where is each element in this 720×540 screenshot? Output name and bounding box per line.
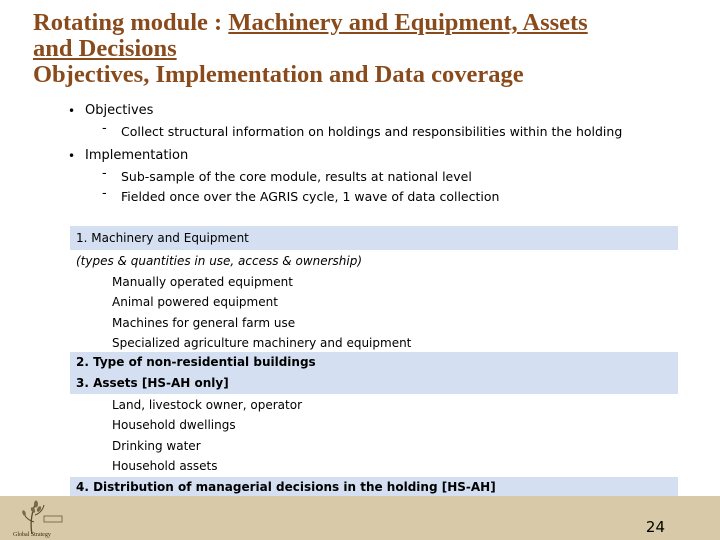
title-prefix: Rotating module : [33, 9, 229, 36]
sub-bullet-icon: - [102, 166, 107, 181]
page-number: 24 [645, 518, 665, 536]
coverage-section-decisions: 4. Distribution of managerial decisions in the holding [HS-AH] [70, 477, 678, 498]
coverage-section-buildings: 2. Type of non-residential buildings [70, 352, 678, 373]
footer-band [0, 496, 720, 540]
bullet-dot-icon: • [68, 149, 76, 163]
coverage-section-assets: 3. Assets [HS-AH only] [70, 373, 678, 394]
bullet-implementation-label: Implementation [85, 148, 189, 163]
title-subtitle: Objectives, Implementation and Data coverage [33, 61, 524, 88]
bullet-dot-icon: • [68, 104, 76, 118]
coverage-item: Drinking water [112, 438, 201, 453]
coverage-item: Animal powered equipment [112, 295, 278, 309]
bullet-objectives-label: Objectives [85, 103, 154, 118]
title-topic-line2: and Decisions [33, 35, 177, 62]
implementation-item: - Sub-sample of the core module, results at national level [102, 166, 472, 184]
coverage-note: (types & quantities in use, access & ownership) [76, 254, 363, 268]
bullet-implementation [68, 147, 189, 165]
coverage-item: Household assets [112, 459, 218, 473]
coverage-item: Household dwellings [112, 418, 236, 432]
coverage-item: Manually operated equipment [112, 274, 293, 289]
coverage-item: Specialized agriculture machinery and equipment [112, 336, 412, 350]
sub-bullet-icon: - [102, 121, 107, 136]
sub-bullet-icon: - [102, 186, 107, 201]
bullet-objectives [68, 102, 154, 120]
objective-item: - Collect structural information on holdings and responsibilities within the holding [102, 121, 623, 139]
implementation-item: - Fielded once over the AGRIS cycle, 1 wave of data collection [102, 186, 500, 204]
coverage-item: Land, livestock owner, operator [112, 397, 303, 412]
global-strategy-logo [8, 498, 68, 538]
title-topic-line1: Machinery and Equipment, Assets [228, 9, 588, 36]
coverage-item: Machines for general farm use [112, 315, 296, 330]
slide-title [33, 10, 713, 88]
coverage-section-machinery: 1. Machinery and Equipment [70, 226, 678, 250]
svg-text:Global Strategy: Global Strategy [13, 532, 51, 538]
